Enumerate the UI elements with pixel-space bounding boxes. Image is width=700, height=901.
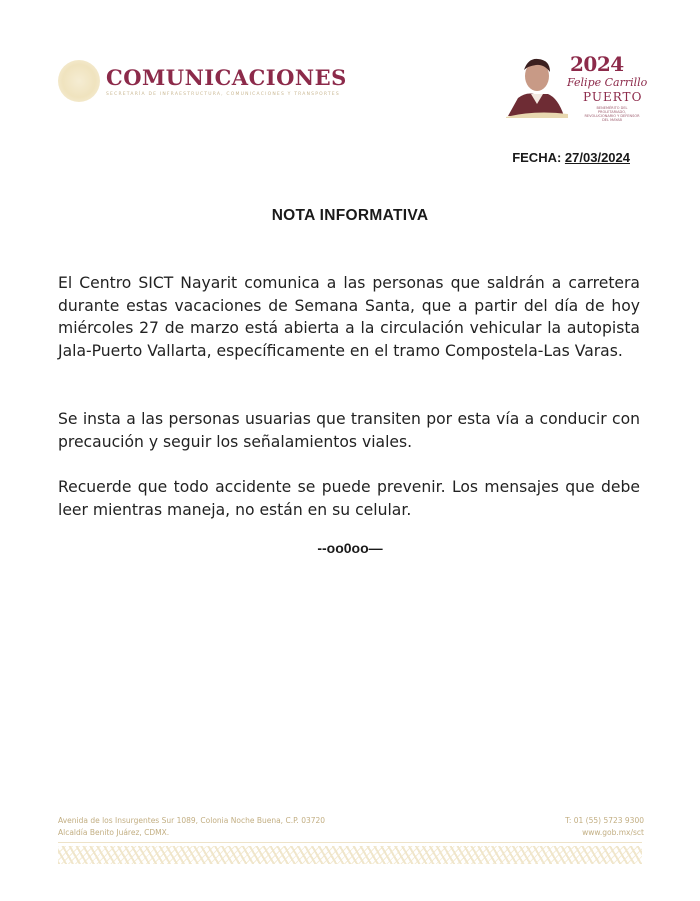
year-label: 2024 <box>570 52 624 76</box>
ornamental-border <box>58 846 642 864</box>
national-seal-icon <box>58 60 100 102</box>
paragraph-3: Recuerde que todo accidente se puede prevenir. Los mensajes que debe leer mientras maneja, no están en su celular. <box>58 478 640 519</box>
document-title: NOTA INFORMATIVA <box>271 207 429 224</box>
footer-divider <box>58 842 642 843</box>
portrait-icon <box>504 54 570 118</box>
address-line-2: Alcaldía Benito Juárez, CDMX. <box>58 828 170 837</box>
brand-name: COMUNICACIONES <box>106 64 347 90</box>
paragraph-2: Se insta a las personas usuarias que transiten por esta vía a conducir con precaución y seguir los señalamientos viales. <box>58 410 640 451</box>
website: www.gob.mx/sct <box>582 828 644 837</box>
date-value: 27/03/2024 <box>564 150 630 165</box>
brand-subtitle: SECRETARÍA DE INFRAESTRUCTURA, COMUNICACIONES Y TRANSPORTES <box>106 91 340 97</box>
person-name: Felipe Carrillo <box>567 76 648 89</box>
paragraph-1: El Centro SICT Nayarit comunica a las personas que saldrán a carretera durante estas vacaciones de Semana Santa, que a partir del día de hoy miércoles 27 de marzo está abierta a la circulación vehicular la autopista Jala-Puerto Vallarta, específicamente en el tramo Compostela-Las Varas. <box>58 274 640 360</box>
date-label: FECHA: <box>512 150 562 165</box>
person-subtitle: BENEMÉRITO DEL PROLETARIADO, REVOLUCIONARIO Y DEFENSOR DEL MAYAB <box>584 106 640 122</box>
comunicaciones-logo <box>58 60 347 102</box>
felipe-carrillo-puerto-logo <box>500 46 650 126</box>
date-line <box>512 150 630 165</box>
closing-mark: --oo0oo— <box>317 540 383 556</box>
footer-address <box>58 815 325 839</box>
person-surname: PUERTO <box>583 90 643 104</box>
phone: T: 01 (55) 5723 9300 <box>565 816 644 825</box>
footer-contact <box>565 815 644 839</box>
address-line-1: Avenida de los Insurgentes Sur 1089, Colonia Noche Buena, C.P. 03720 <box>58 816 326 825</box>
